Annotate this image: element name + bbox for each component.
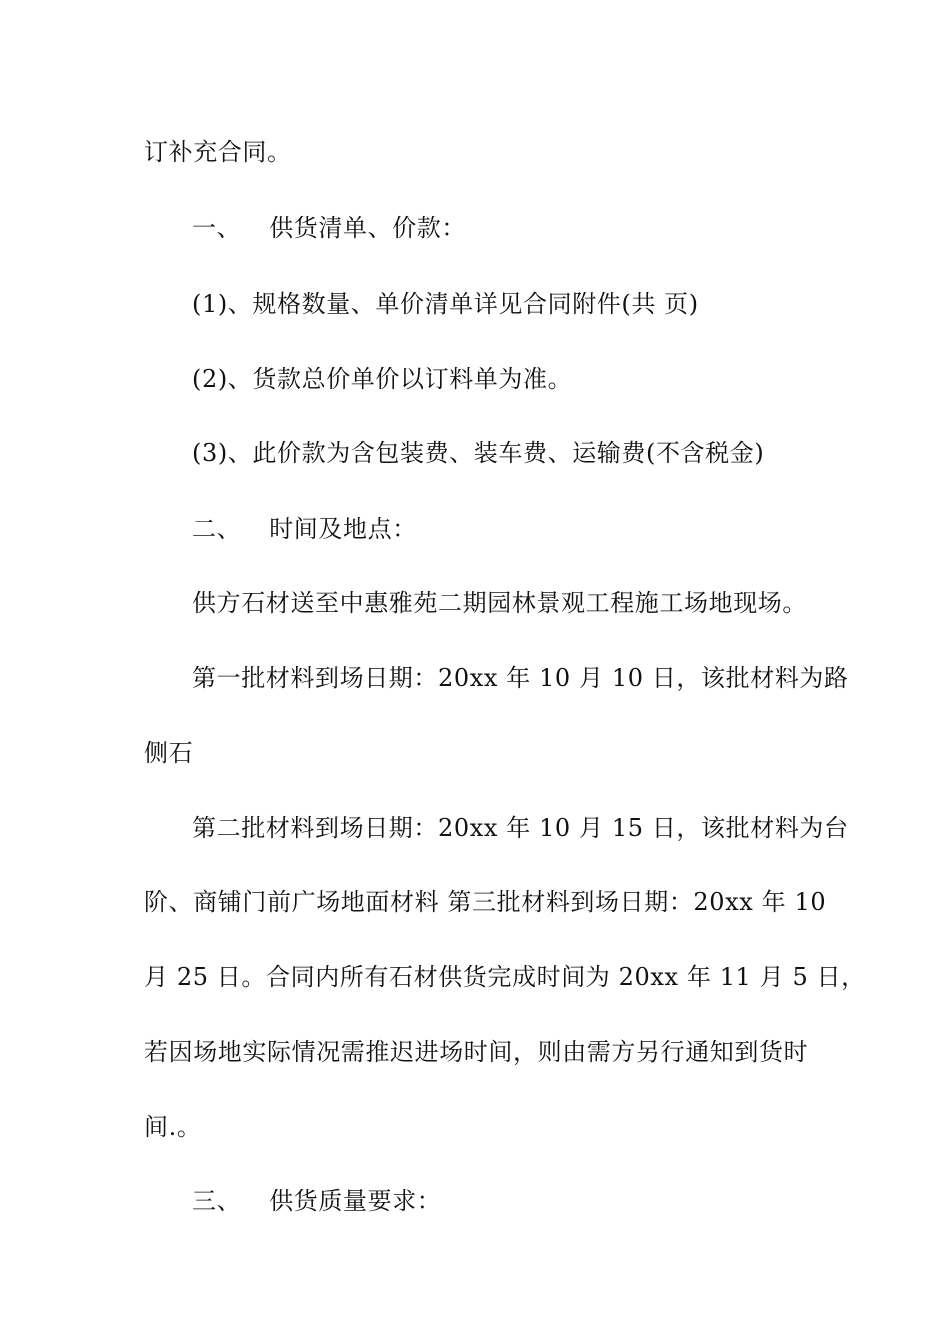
section-title: 时间及地点： (269, 515, 417, 543)
paragraph-line: 间.。 (144, 1113, 202, 1141)
paragraph-line: (3)、此价款为含包装费、装车费、运输费(不含税金) (192, 439, 765, 467)
paragraph-line: 阶、商铺门前广场地面材料 第三批材料到场日期：20xx 年 10 (144, 888, 827, 916)
section-heading-1 (192, 213, 466, 243)
section-number: 一、 (192, 214, 242, 242)
paragraph-line: 订补充合同。 (144, 138, 292, 166)
paragraph-line: 侧石 (144, 739, 194, 767)
paragraph-line: 月 25 日。合同内所有石材供货完成时间为 20xx 年 11 月 5 日， (144, 963, 866, 991)
paragraph-line: 若因场地实际情况需推迟进场时间，则由需方另行通知到货时 (144, 1038, 809, 1066)
section-heading-3 (192, 1186, 441, 1216)
paragraph-line: 第二批材料到场日期：20xx 年 10 月 15 日，该批材料为台 (192, 814, 849, 842)
section-title: 供货质量要求： (269, 1187, 442, 1215)
paragraph-line: 供方石材送至中惠雅苑二期园林景观工程施工场地现场。 (192, 589, 807, 617)
section-heading-2 (192, 514, 417, 544)
section-number: 三、 (192, 1187, 242, 1215)
paragraph-line: (1)、规格数量、单价清单详见合同附件(共 页) (192, 290, 699, 318)
section-number: 二、 (192, 515, 242, 543)
paragraph-line: (2)、货款总价单价以订料单为准。 (192, 365, 573, 393)
section-title: 供货清单、价款： (269, 214, 467, 242)
paragraph-line: 第一批材料到场日期：20xx 年 10 月 10 日，该批材料为路 (192, 664, 849, 692)
